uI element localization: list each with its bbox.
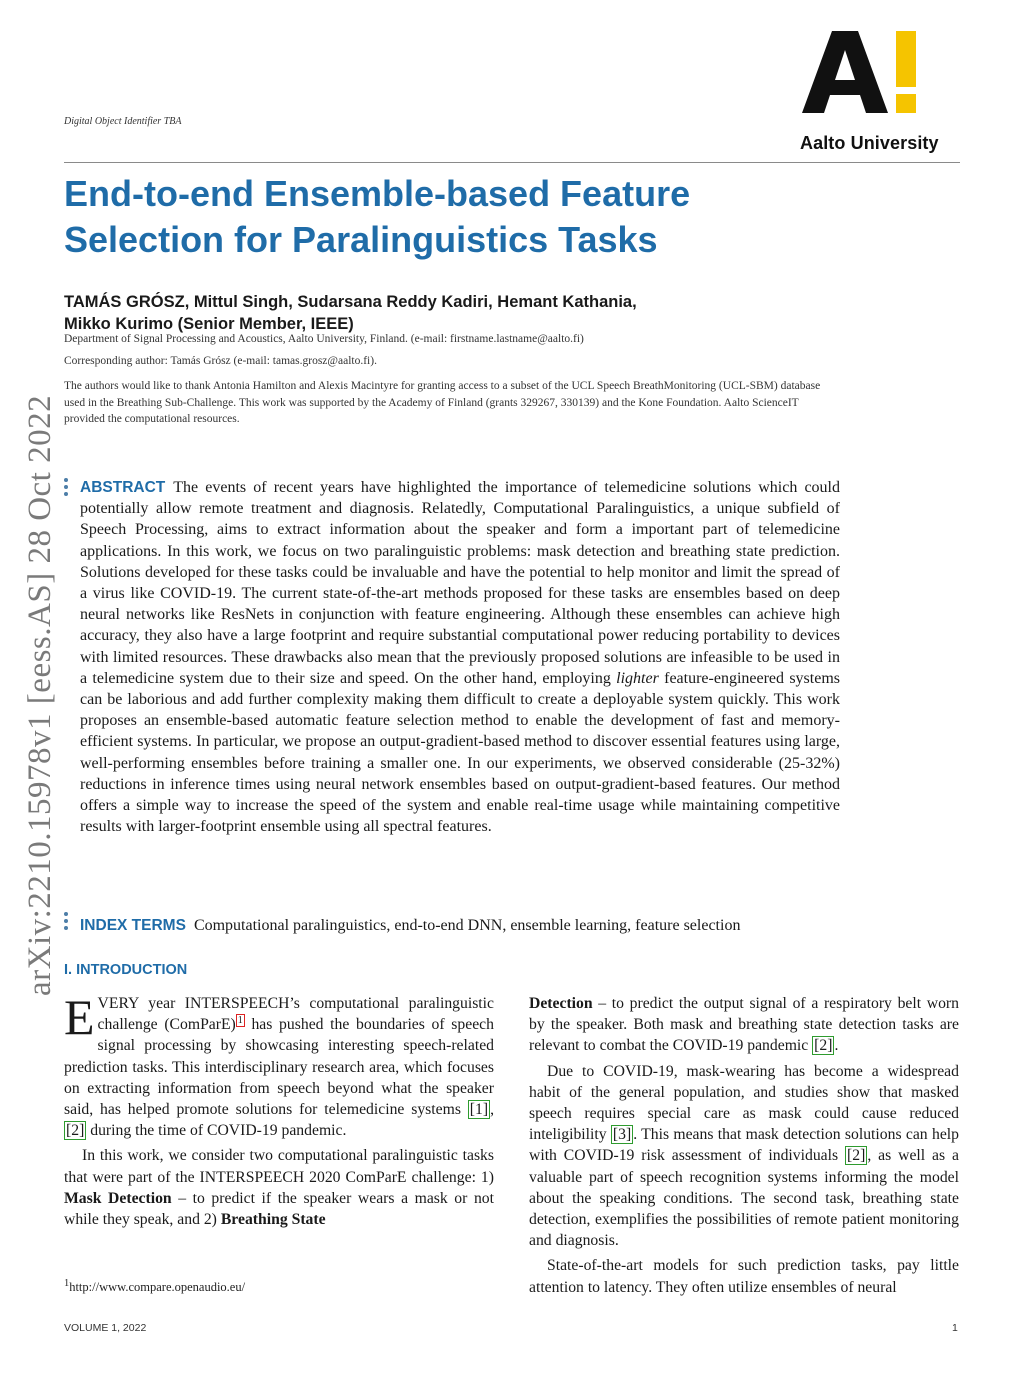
footer-volume: VOLUME 1, 2022 xyxy=(64,1322,147,1334)
intro-paragraph-4: State-of-the-art models for such prediction tasks, pay little attention to latency. They often utilize ensembles of neural xyxy=(529,1257,959,1296)
author-line-1: TAMÁS GRÓSZ, Mittul Singh, Sudarsana Reddy Kadiri, Hemant Kathania, xyxy=(64,293,637,311)
acknowledgement: The authors would like to thank Antonia Hamilton and Alexis Macintyre for granting access to a subset of the UCL Speech BreathMonitoring (UCL-SBM) database used in the Breathing Sub-Challenge. This work was supported by the Academy of Finland (grants 329267, 330139) and the Kone Foundation. Aalto ScienceIT provided the computational resources. xyxy=(64,380,821,425)
citation-link[interactable]: [2] xyxy=(847,1147,866,1165)
logo-exclaim-dot xyxy=(896,94,916,113)
section-heading: I. INTRODUCTION xyxy=(64,962,188,978)
citation-link[interactable]: [2] xyxy=(814,1037,833,1055)
header-rule xyxy=(64,162,960,163)
paper-title: End-to-end Ensemble-based Feature Selection for Paralinguistics Tasks xyxy=(64,173,691,260)
citation-link[interactable]: [2] xyxy=(66,1122,85,1140)
page-number: 1 xyxy=(952,1322,958,1334)
logo-exclaim-bar xyxy=(896,31,916,87)
university-name: Aalto University xyxy=(800,133,939,153)
arxiv-stamp: arXiv:2210.15978v1 [eess.AS] 28 Oct 2022 xyxy=(22,394,58,996)
footnote xyxy=(64,1278,245,1295)
author-list xyxy=(64,291,764,335)
footnote-link[interactable]: 1 xyxy=(237,1014,243,1026)
index-terms-marker xyxy=(64,912,69,933)
doi-line: Digital Object Identifier TBA xyxy=(64,116,182,127)
intro-paragraph-2: In this work, we consider two computational paralinguistic tasks that were part of the INTERSPEECH 2020 ComParE challenge: 1) Mask Detection – to predict if the speaker wears a mask or not while they speak, and 2) Breathing State xyxy=(64,1147,494,1229)
footnote-mark: 1 xyxy=(64,1278,70,1289)
index-terms: INDEX TERMS Computational paralinguistics, end-to-end DNN, ensemble learning, feature selection xyxy=(80,917,741,934)
intro-paragraph-2-cont: Detection – to predict the output signal of a respiratory belt worn by the speaker. Both mask and breathing state detection tasks are relevant to combat the COVID-19 pandemic [2] . xyxy=(529,995,959,1055)
index-terms-label: INDEX TERMS xyxy=(80,917,186,934)
author-line-2: Mikko Kurimo (Senior Member, IEEE) xyxy=(64,315,354,333)
affiliation: Department of Signal Processing and Acoustics, Aalto University, Finland. (e-mail: firstname.lastname@aalto.fi) xyxy=(64,333,584,345)
intro-paragraph-1: EVERY year INTERSPEECH’s computational paralinguistic challenge (ComParE) $^1$ has pushed the boundaries of speech signal processing by showcasing interesting speech-related prediction tasks. This interdisciplinary research area, which focuses on extracting information from speech beyond what the speaker said, has helped promote solutions for telemedicine systems [1] , [2] during the time of COVID-19 pandemic. xyxy=(64,989,494,1140)
drop-cap: E xyxy=(64,989,95,1045)
right-column xyxy=(529,993,959,1298)
abstract-label: ABSTRACT xyxy=(80,479,166,496)
intro-paragraph-3: Due to COVID-19, mask-wearing has become a widespread habit of the general population, and studies show that masked speech requires special care as mask could cause reduced inteligibility [3] . This means that mask detection solutions can help with COVID-19 risk assessment of individuals [2] , as well as a valuable part of speech recognition systems informing the model about the speaking conditions. The second task, breathing state detection, exemplifies the possibilities of remote patient monitoring and diagnosis. xyxy=(529,1062,960,1250)
left-column xyxy=(64,989,494,1230)
corresponding-author: Corresponding author: Tamás Grósz (e-mail: tamas.grosz@aalto.fi). xyxy=(64,355,377,367)
abstract-marker xyxy=(64,478,69,499)
citation-link[interactable]: [1] xyxy=(469,1101,489,1119)
footnote-url[interactable]: http://www.compare.openaudio.eu/ xyxy=(69,1280,246,1295)
abstract: ABSTRACT The events of recent years have highlighted the importance of telemedicine solutions which could potentially allow remote treatment and diagnosis. Relatedly, Computational Paralinguistics, a unique subfield of Speech Processing, aims to extract information about the speaker and form a important part of telemedicine applications. In this work, we focus on two paralinguistic problems: mask detection and breathing state prediction. Solutions developed for these tasks could be invaluable and have the potential to help monitor and limit the spread of a virus like COVID-19. The current state-of-the-art methods proposed for these tasks are ensembles based on deep neural networks like ResNets in conjunction with feature engineering. Although these ensembles can achieve high accuracy, they also have a large footprint and require substantial computational power reducing portability to devices with limited resources. These drawbacks also mean that the previously proposed solutions are infeasible to be used in a telemedicine system due to their size and speed. On the other hand, employing lighter feature-engineered systems can be laborious and add further complexity making them difficult to create a deployable system quickly. This work proposes an ensemble-based automatic feature selection method to enable the development of fast and memory-efficient systems. In particular, we propose an output-gradient-based method to discover essential features using large, well-performing ensembles before training a smaller one. In our experiments, we observed considerable (25-32%) reductions in inference times using neural network ensembles based on output-gradient-based features. Our method offers a simple way to increase the speed of the system and enable real-time usage while maintaining competitive results with larger-footprint ensemble using all spectral features. xyxy=(80,479,840,836)
citation-link[interactable]: [3] xyxy=(612,1126,632,1144)
